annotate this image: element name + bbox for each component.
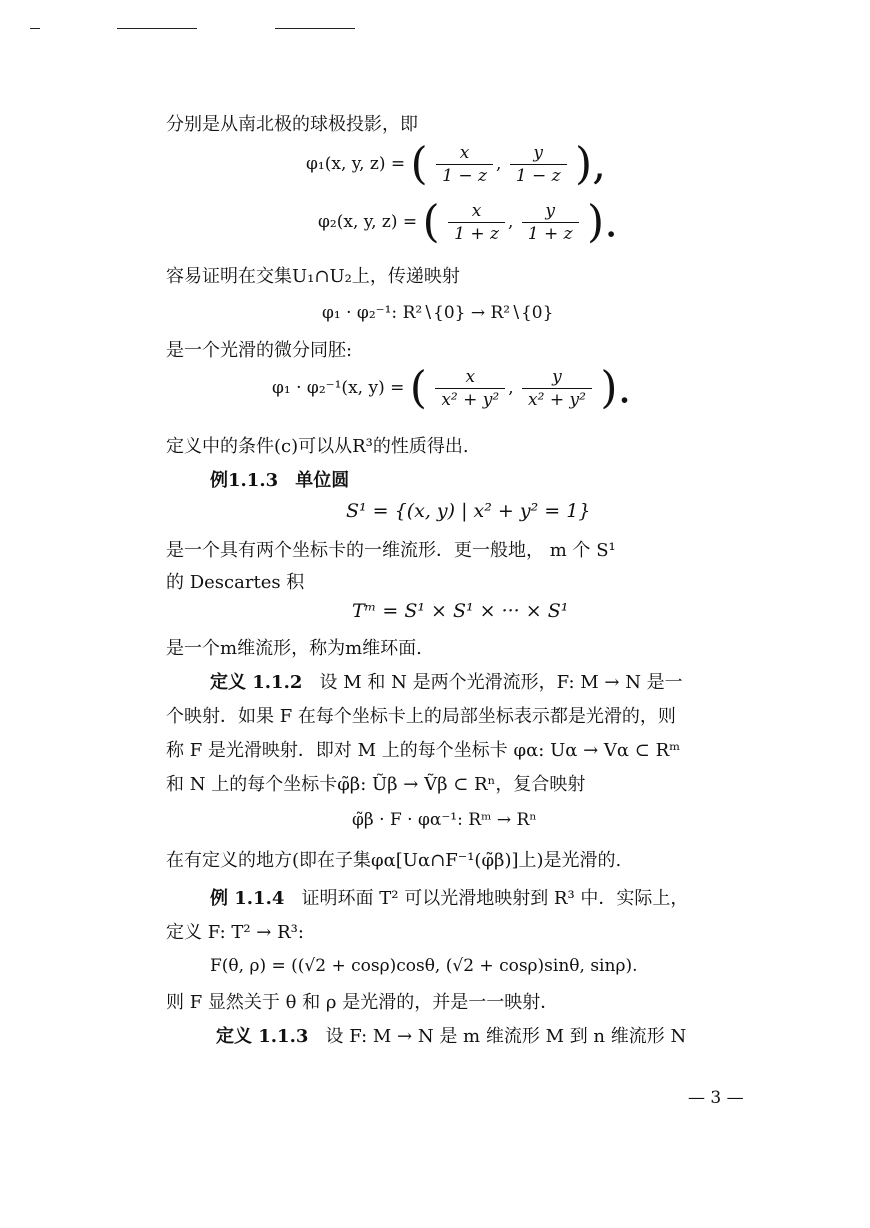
left-paren: ( [409,362,427,414]
header-rule-left [117,28,197,29]
formula-lhs: φ₁ · φ₂⁻¹(x, y) = [272,378,405,398]
text-line: 是一个m维流形，称为m维环面. [166,638,422,659]
formula-torus-map: F(θ, ρ) = ((√2 + cosρ)cosθ, (√2 + cosρ)sinθ, sinρ). [210,956,638,976]
definition-label: 定义 1.1.2 [210,672,303,693]
example-heading [210,466,349,492]
fraction: $\frac{x}{1 + z}$ [448,200,505,245]
text-line: 的 Descartes 积 [166,572,305,593]
text-line: 在有定义的地方(即在子集φα[Uα∩F⁻¹(φ̃β)]上)是光滑的. [166,850,622,871]
text-line: 则 F 显然关于 θ 和 ρ 是光滑的，并是一一映射． [166,992,559,1013]
formula-lhs: φ₂(x, y, z) = [318,212,418,232]
text-line: 定义 F: T² → R³: [166,922,304,943]
definition-label: 定义 1.1.3 [216,1026,309,1047]
formula-lhs: φ₁(x, y, z) = [306,154,406,174]
example-label: 例 1.1.4 [210,888,285,909]
text-line: 是一个光滑的微分同胚: [166,340,353,361]
text-line: 称 F 是光滑映射．即对 M 上的每个坐标卡 φα: Uα → Vα ⊂ Rᵐ [166,740,681,761]
text-line: 个映射．如果 F 在每个坐标卡上的局部坐标表示都是光滑的，则 [166,706,676,727]
definition-text: 设 M 和 N 是两个光滑流形，F: M → N 是一 [319,672,683,693]
example-heading [210,884,688,910]
page-number: — 3 — [688,1088,744,1108]
formula-phi1: φ₁(x, y, z) = ( $\frac{x}{1 - z}$ , $\frac{y}{1 - z}$ ), [306,138,607,190]
text-line: 分别是从南北极的球极投影，即 [166,114,418,135]
example-text: 证明环面 T² 可以光滑地映射到 R³ 中．实际上， [301,888,689,909]
header-dash [30,28,40,29]
left-paren: ( [410,138,428,190]
example-label: 例1.1.3 [210,470,279,491]
left-paren: ( [422,196,440,248]
right-paren: ). [600,362,632,414]
text-line: 是一个具有两个坐标卡的一维流形．更一般地， m 个 S¹ [166,540,616,561]
formula-torus: Tᵐ = S¹ × S¹ × ··· × S¹ [352,600,569,622]
formula-transition: φ₁ · φ₂⁻¹: R²∖{0} → R²∖{0} [322,303,554,323]
fraction: $\frac{x}{\text{x² + y²}}$ [435,366,505,411]
text-line: 容易证明在交集U₁∩U₂上，传递映射 [166,266,460,287]
example-title: 单位圆 [295,470,350,491]
formula-composite-map: φ̃β · F · φα⁻¹: Rᵐ → Rⁿ [352,810,537,830]
right-paren: ). [587,196,619,248]
fraction: $\frac{y}{\text{x² + y²}}$ [522,366,592,411]
formula-composition: φ₁ · φ₂⁻¹(x, y) = ( $\frac{x}{\text{x² + y²}}$ , $\frac{y}{\text{x² + y²}}$ ). [272,362,632,414]
fraction: $\frac{y}{1 + z}$ [522,200,579,245]
definition-heading [216,1022,686,1048]
fraction: $\frac{y}{1 - z}$ [510,142,567,187]
text-line: 和 N 上的每个坐标卡φ̃β: Ũβ → Ṽβ ⊂ Rⁿ，复合映射 [166,774,586,795]
definition-text: 设 F: M → N 是 m 维流形 M 到 n 维流形 N [325,1026,687,1047]
text-line: 定义中的条件(c)可以从R³的性质得出. [166,436,469,457]
fraction: $\frac{x}{1 - z}$ [436,142,493,187]
header-rule-right [275,28,355,29]
right-paren: ), [575,138,607,190]
formula-phi2: φ₂(x, y, z) = ( $\frac{x}{1 + z}$ , $\frac{y}{1 + z}$ ). [318,196,619,248]
formula-unit-circle: S¹ = {(x, y) | x² + y² = 1} [346,500,591,522]
definition-heading [210,668,683,694]
